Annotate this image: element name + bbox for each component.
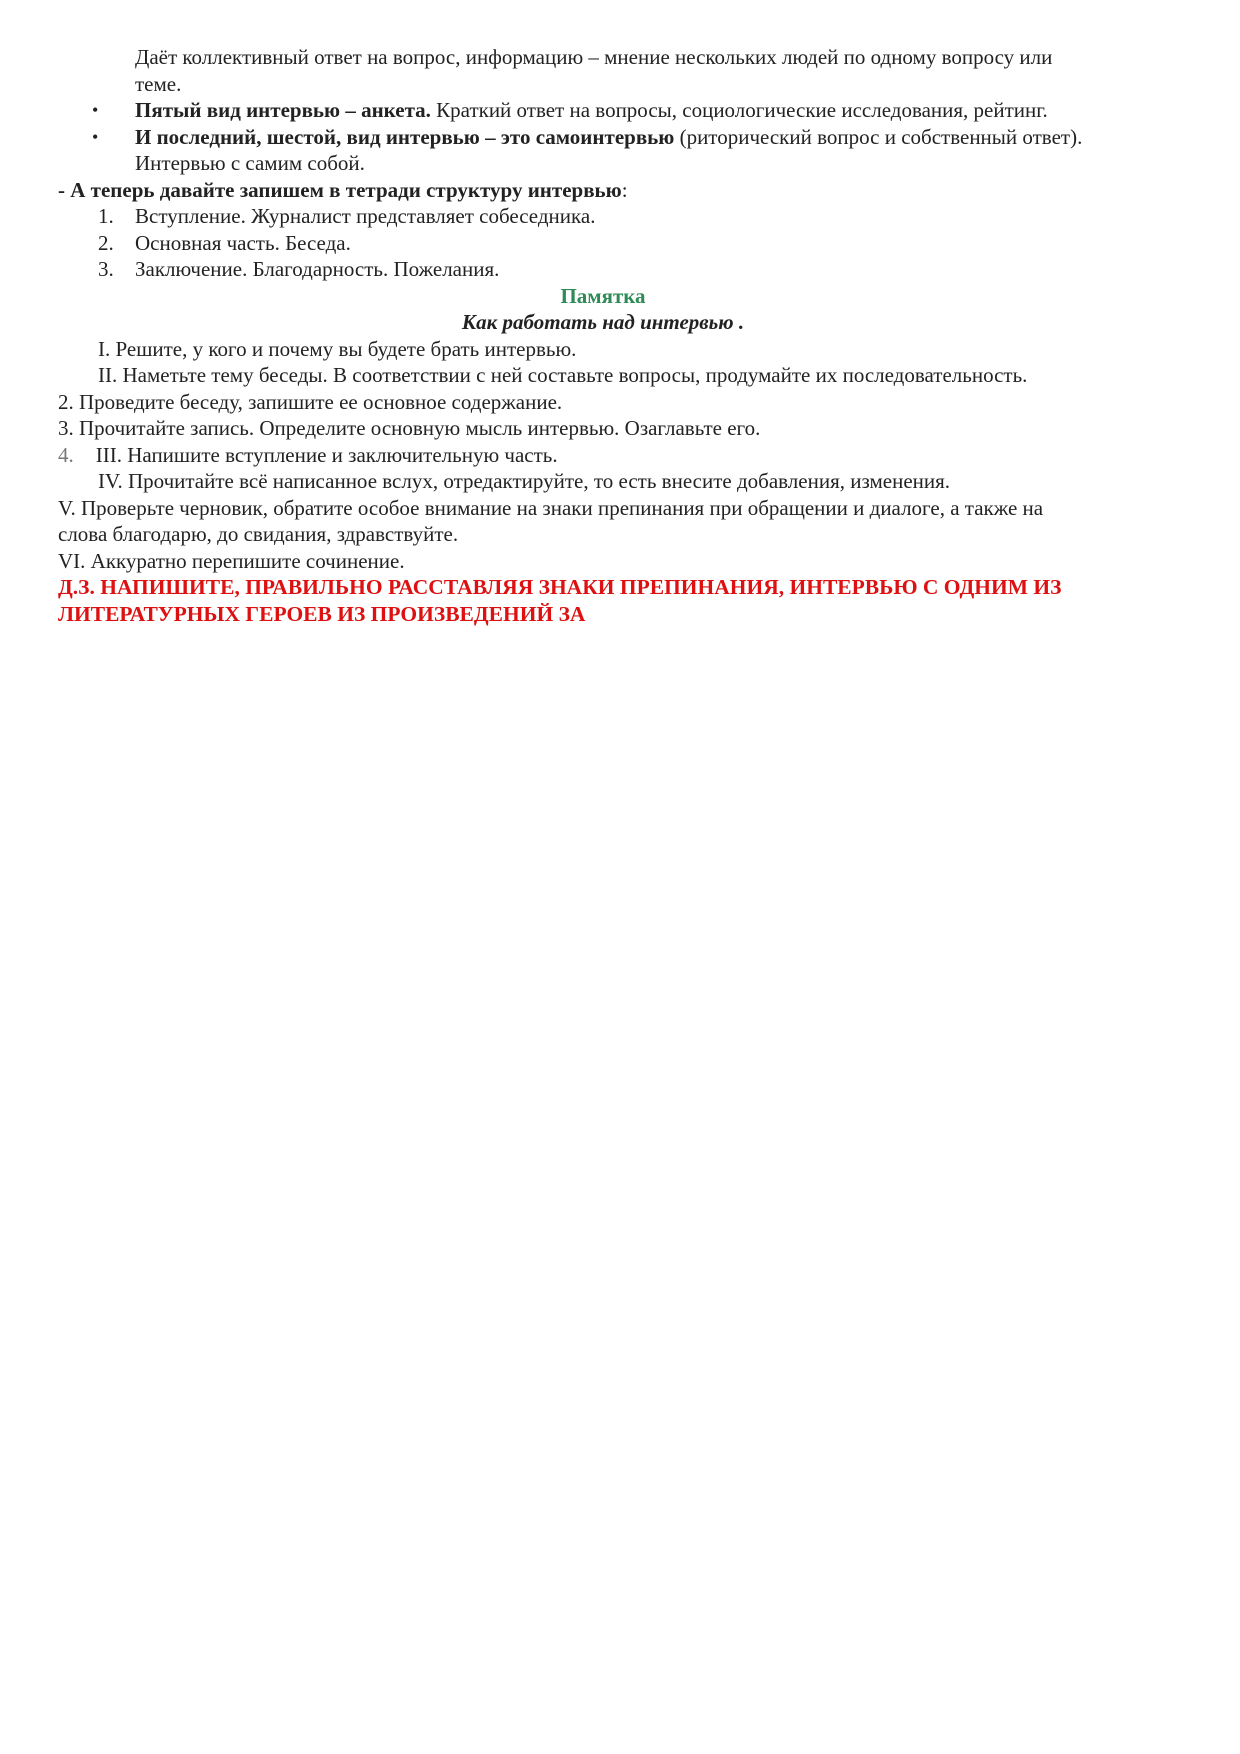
intro-continuation-line-1: Даёт коллективный ответ на вопрос, информацию – мнение нескольких людей по одному вопросу или bbox=[135, 45, 1053, 69]
bullet-text: (риторический вопрос и собственный ответ). bbox=[674, 124, 1083, 149]
bullet-item-self-interview bbox=[58, 124, 1148, 151]
memo-step-1: I. Решите, у кого и почему вы будете брать интервью. bbox=[98, 336, 577, 361]
memo-title: Памятка bbox=[560, 283, 646, 308]
structure-heading bbox=[58, 177, 1148, 204]
memo-step-8: VI. Аккуратно перепишите сочинение. bbox=[58, 548, 405, 573]
structure-item-text: Вступление. Журналист представляет собеседника. bbox=[135, 204, 596, 228]
memo-step-7-line-2: слова благодарю, до свидания, здравствуйте. bbox=[58, 522, 459, 546]
memo-step-7-line-1: V. Проверьте черновик, обратите особое внимание на знаки препинания при обращении и диалоге, а также на bbox=[58, 495, 1044, 520]
memo-step-3: 2. Проведите беседу, запишите ее основное содержание. bbox=[58, 389, 563, 414]
structure-item bbox=[58, 203, 1148, 230]
structure-item-number: 2. bbox=[98, 230, 114, 255]
memo-step-5-number: 4. bbox=[58, 442, 74, 467]
structure-heading-bold: - А теперь давайте запишем в тетради структуру интервью bbox=[58, 177, 622, 202]
document-page bbox=[58, 44, 1148, 628]
memo-step-5 bbox=[58, 442, 1148, 469]
memo-step-6: IV. Прочитайте всё написанное вслух, отредактируйте, то есть внесите добавления, изменения. bbox=[98, 469, 951, 493]
bullet-item-questionnaire bbox=[58, 97, 1148, 124]
structure-item-number: 3. bbox=[98, 257, 114, 281]
homework-line-2: ЛИТЕРАТУРНЫХ ГЕРОЕВ ИЗ ПРОИЗВЕДЕНИЙ ЗА bbox=[58, 602, 586, 626]
structure-item-number: 1. bbox=[98, 204, 114, 228]
bullet-text: Краткий ответ на вопросы, социологические исследования, рейтинг. bbox=[430, 98, 1048, 122]
memo-step-5-text: III. Напишите вступление и заключительную часть. bbox=[95, 442, 558, 467]
self-interview-note: Интервью с самим собой. bbox=[135, 151, 365, 175]
structure-item-text: Основная часть. Беседа. bbox=[135, 230, 351, 255]
bullet-bold-text: И последний, шестой, вид интервью – это самоинтервью bbox=[135, 124, 675, 149]
bullet-marker: • bbox=[92, 126, 99, 147]
memo-step-2: II. Наметьте тему беседы. В соответствии с ней составьте вопросы, продумайте их последовательность. bbox=[98, 363, 1028, 387]
memo-subtitle: Как работать над интервью . bbox=[461, 310, 745, 334]
structure-item bbox=[58, 230, 1148, 257]
structure-item bbox=[58, 256, 1148, 283]
homework-line-1: Д.З. НАПИШИТЕ, ПРАВИЛЬНО РАССТАВЛЯЯ ЗНАКИ ПРЕПИНАНИЯ, ИНТЕРВЬЮ С ОДНИМ ИЗ bbox=[58, 575, 1062, 599]
memo-step-4: 3. Прочитайте запись. Определите основную мысль интервью. Озаглавьте его. bbox=[58, 416, 761, 440]
intro-continuation-line-2: теме. bbox=[135, 71, 182, 96]
bullet-bold-text: Пятый вид интервью – анкета. bbox=[135, 98, 431, 122]
structure-item-text: Заключение. Благодарность. Пожелания. bbox=[135, 257, 500, 281]
bullet-marker: • bbox=[92, 100, 99, 120]
structure-heading-tail: : bbox=[621, 177, 628, 202]
